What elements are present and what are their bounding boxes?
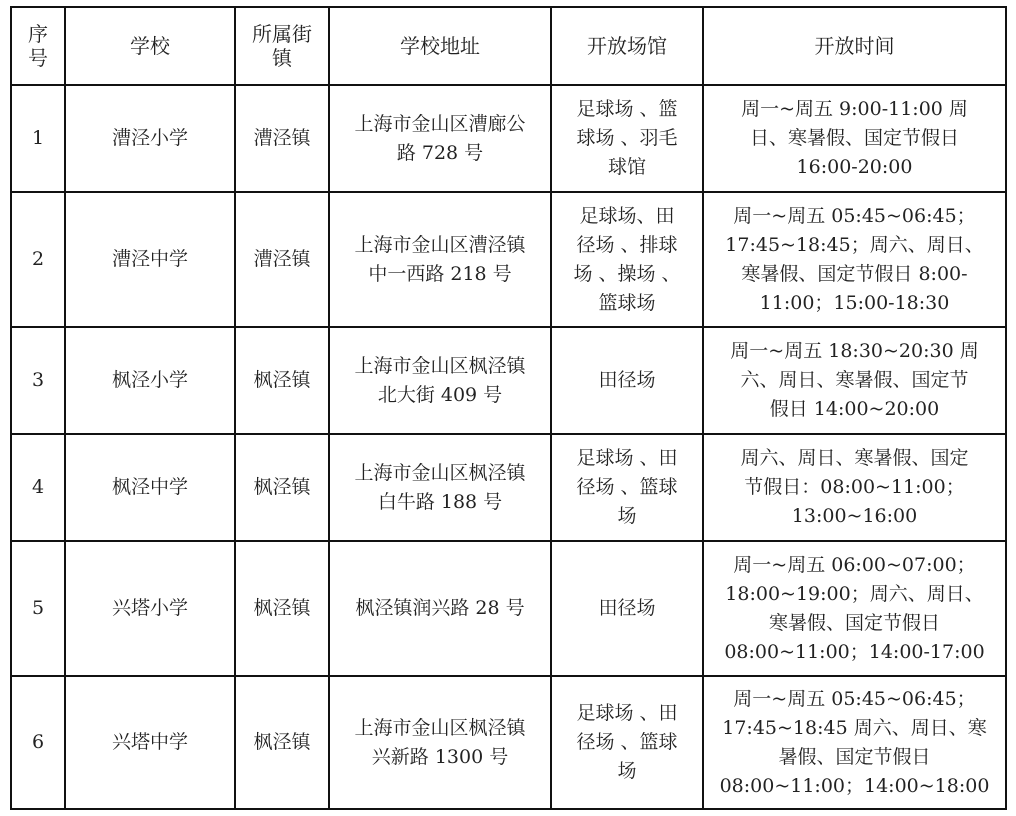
header-seq: 序 号 bbox=[11, 7, 65, 85]
cell-time: 周一~周五 18:30~20:30 周 六、周日、寒暑假、国定节 假日 14:00~20:00 bbox=[703, 327, 1006, 434]
header-venues: 开放场馆 bbox=[551, 7, 703, 85]
table-row bbox=[11, 327, 1006, 434]
cell-seq: 2 bbox=[11, 192, 65, 327]
cell-address: 上海市金山区枫泾镇 白牛路 188 号 bbox=[329, 434, 551, 541]
cell-school: 漕泾小学 bbox=[65, 85, 235, 192]
cell-address: 上海市金山区漕泾镇 中一西路 218 号 bbox=[329, 192, 551, 327]
cell-venues: 足球场 、田 径场 、篮球 场 bbox=[551, 676, 703, 809]
cell-town: 漕泾镇 bbox=[235, 192, 329, 327]
table-row bbox=[11, 434, 1006, 541]
cell-time: 周一~周五 9:00-11:00 周 日、寒暑假、国定节假日 16:00-20:00 bbox=[703, 85, 1006, 192]
header-time: 开放时间 bbox=[703, 7, 1006, 85]
table-row bbox=[11, 85, 1006, 192]
cell-school: 兴塔小学 bbox=[65, 541, 235, 676]
cell-school: 枫泾小学 bbox=[65, 327, 235, 434]
cell-time: 周一~周五 06:00~07:00； 18:00~19:00；周六、周日、 寒暑假、国定节假日 08:00~11:00；14:00-17:00 bbox=[703, 541, 1006, 676]
table-body bbox=[11, 85, 1006, 809]
header-school: 学校 bbox=[65, 7, 235, 85]
cell-town: 枫泾镇 bbox=[235, 541, 329, 676]
cell-time: 周一~周五 05:45~06:45； 17:45~18:45 周六、周日、寒 暑假、国定节假日 08:00~11:00；14:00~18:00 bbox=[703, 676, 1006, 809]
header-row bbox=[11, 7, 1006, 85]
cell-seq: 5 bbox=[11, 541, 65, 676]
cell-school: 兴塔中学 bbox=[65, 676, 235, 809]
cell-seq: 3 bbox=[11, 327, 65, 434]
table-row bbox=[11, 192, 1006, 327]
cell-venues: 足球场 、田 径场 、篮球 场 bbox=[551, 434, 703, 541]
cell-address: 上海市金山区漕廊公 路 728 号 bbox=[329, 85, 551, 192]
table-row bbox=[11, 541, 1006, 676]
cell-seq: 1 bbox=[11, 85, 65, 192]
header-address: 学校地址 bbox=[329, 7, 551, 85]
cell-address: 枫泾镇润兴路 28 号 bbox=[329, 541, 551, 676]
cell-town: 枫泾镇 bbox=[235, 434, 329, 541]
table-row bbox=[11, 676, 1006, 809]
cell-venues: 足球场 、篮 球场 、羽毛 球馆 bbox=[551, 85, 703, 192]
cell-address: 上海市金山区枫泾镇 兴新路 1300 号 bbox=[329, 676, 551, 809]
cell-venues: 足球场、田 径场 、排球 场 、操场 、 篮球场 bbox=[551, 192, 703, 327]
cell-school: 漕泾中学 bbox=[65, 192, 235, 327]
cell-seq: 4 bbox=[11, 434, 65, 541]
school-venue-table bbox=[10, 6, 1007, 810]
cell-school: 枫泾中学 bbox=[65, 434, 235, 541]
cell-town: 枫泾镇 bbox=[235, 327, 329, 434]
cell-address: 上海市金山区枫泾镇 北大街 409 号 bbox=[329, 327, 551, 434]
cell-town: 枫泾镇 bbox=[235, 676, 329, 809]
table-head bbox=[11, 7, 1006, 85]
cell-seq: 6 bbox=[11, 676, 65, 809]
cell-venues: 田径场 bbox=[551, 327, 703, 434]
cell-town: 漕泾镇 bbox=[235, 85, 329, 192]
cell-time: 周一~周五 05:45~06:45； 17:45~18:45；周六、周日、 寒暑假、国定节假日 8:00- 11:00；15:00-18:30 bbox=[703, 192, 1006, 327]
header-town: 所属街 镇 bbox=[235, 7, 329, 85]
cell-time: 周六、周日、寒暑假、国定 节假日：08:00~11:00； 13:00~16:00 bbox=[703, 434, 1006, 541]
cell-venues: 田径场 bbox=[551, 541, 703, 676]
